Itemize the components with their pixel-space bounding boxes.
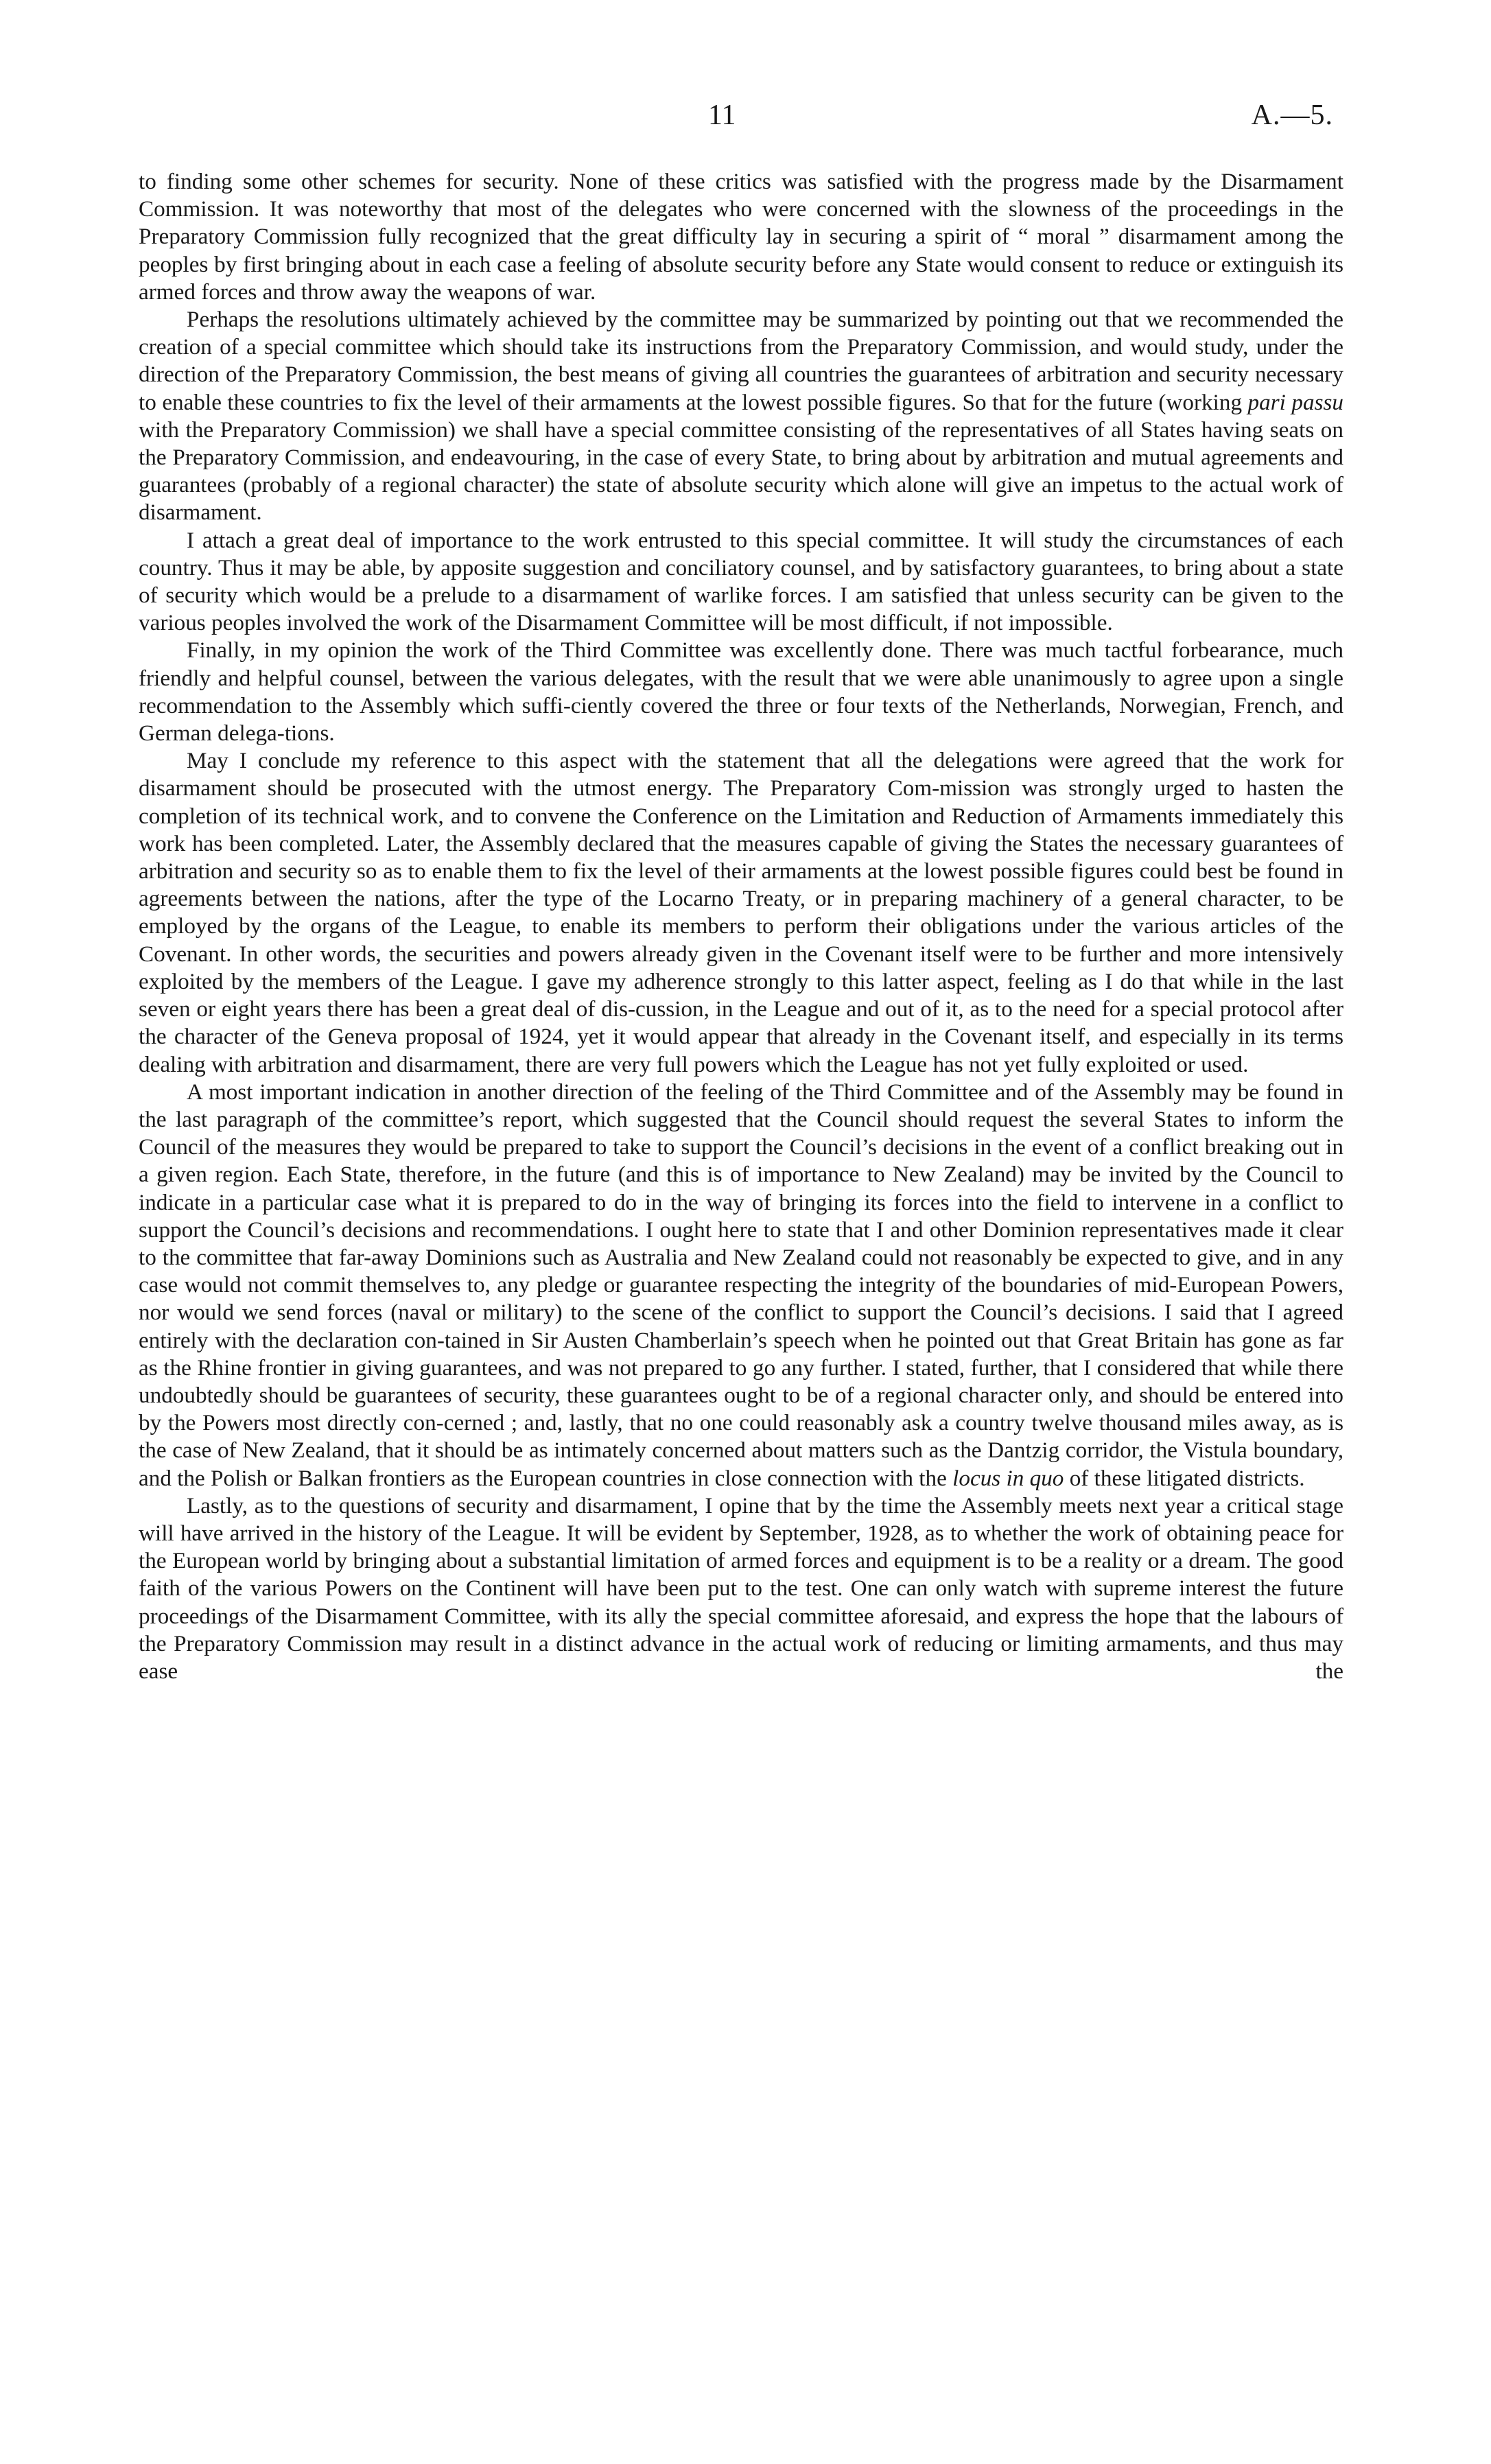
paragraph-text: A most important indication in another direction of the feeling of the Third Committee and of the Assembly may be found in the last paragraph of the committee’s report, which suggested that the Council should request the several States to inform the Council of the measures they would be prepared to take to support the Council’s decisions in the event of a conflict breaking out in a given region. Each State, therefore, in the future (and this is of importance to New Zealand) may be invited by the Council to indicate in a particular case what it is prepared to do in the way of bringing its forces into the field to intervene in a conflict to support the Council’s decisions and recommendations. I ought here to state that I and other Dominion representatives made it clear to the committee that far-away Dominions such as Australia and New Zealand could not reasonably be expected to give, and in any case would not commit themselves to, any pledge or guarantee respecting the integrity of the boundaries of mid-European Powers, nor would we send forces (naval or military) to the scene of the conflict to support the Council’s decisions. I said that I agreed entirely with the declaration con-tained in Sir Austen Chamberlain’s speech when he pointed out that Great Britain has gone as far as the Rhine frontier in giving guarantees, and was not prepared to go any further. I stated, further, that I considered that while there undoubtedly should be guarantees of security, these guarantees ought to be of a regional character only, and should be entered into by the Powers most directly con-cerned ; and, lastly, that no one could reasonably ask a country twelve thousand miles away, as is the case of New Zealand, that it should be as intimately concerned about matters such as the Dantzig corridor, the Vistula boundary, and the Polish or Balkan frontiers as the European countries in close connection with the	[139, 1079, 1343, 1491]
paragraph-text: to finding some other schemes for security. None of these critics was satisfied with the progress made by the Disarmament Commission. It was noteworthy that most of the delegates who were concerned with the slowness of the proceedings in the Preparatory Commission fully recognized that the great difficulty lay in securing a spirit of “ moral ” disarmament among the peoples by first bringing about in each case a feeling of absolute security before any State would consent to reduce or extinguish its armed forces and throw away the weapons of war.	[139, 169, 1343, 305]
paragraph-text: May I conclude my reference to this aspect with the statement that all the delegations were agreed that the work for disarmament should be prosecuted with the utmost energy. The Preparatory Com-mission was strongly urged to hasten the completion of its technical work, and to convene the Conference on the Limitation and Reduction of Armaments immediately this work has been completed. Later, the Assembly declared that the measures capable of giving the States the necessary guarantees of arbitration and security so as to enable them to fix the level of their armaments at the lowest possible figures could best be found in agreements between the nations, after the type of the Locarno Treaty, or in preparing machinery of a general character, to be employed by the organs of the League, to enable its members to perform their obligations under the various articles of the Covenant. In other words, the securities and powers already given in the Covenant itself were to be further and more intensively exploited by the members of the League. I gave my adherence strongly to this latter aspect, feeling as I do that while in the last seven or eight years there has been a great deal of dis-cussion, in the League and out of it, as to the need for a special protocol after the character of the Geneva proposal of 1924, yet it would appear that already in the Covenant itself, and especially in its terms dealing with arbitration and disarmament, there are very full powers which the League has not yet fully exploited or used.	[139, 748, 1343, 1077]
paragraph-special-committee	[139, 527, 1343, 637]
document-reference: A.—5.	[1251, 99, 1333, 131]
paragraph-regional-guarantees	[139, 1079, 1343, 1492]
paragraph-third-committee	[139, 637, 1343, 747]
paragraph-critical-stage	[139, 1492, 1343, 1685]
paragraph-text: Lastly, as to the questions of security and disarmament, I opine that by the time the Assembly meets next year a critical stage will have arrived in the history of the League. It will be evident by September, 1928, as to whether the work of obtaining peace for the European world by bringing about a substantial limitation of armed forces and equipment is to be a reality or a dream. The good faith of the various Powers on the Continent will have been put to the test. One can only watch with supreme interest the future proceedings of the Disarmament Committee, with its ally the special committee aforesaid, and express the hope that the labours of the Preparatory Commission may result in a distinct advance in the actual work of reducing or limiting armaments, and thus may ease the	[139, 1492, 1343, 1684]
page-header	[0, 95, 1491, 136]
page-number: 11	[708, 99, 736, 131]
paragraph-text: Perhaps the resolutions ultimately achieved by the committee may be summarized by pointing out that we recommended the creation of a special committee which should take its instructions from the Preparatory Commission, and would study, under the direction of the Preparatory Commission, the best means of giving all countries the guarantees of arbitration and security necessary to enable these countries to fix the level of their armaments at the lowest possible figures. So that for the future (working	[139, 307, 1343, 415]
italic-phrase: locus in quo	[952, 1465, 1064, 1491]
paragraph-disarmament-energy	[139, 747, 1343, 1078]
body-text	[139, 168, 1343, 1685]
paragraph-continuation	[139, 168, 1343, 306]
paragraph-text: I attach a great deal of importance to the work entrusted to this special committee. It will study the circumstances of each country. Thus it may be able, by apposite suggestion and conciliatory counsel, and by satisfactory guarantees, to bring about a state of security which would be a prelude to a disarmament of warlike forces. I am satisfied that unless security can be given to the various peoples involved the work of the Disarmament Committee will be most difficult, if not impossible.	[139, 527, 1343, 636]
paragraph-text: Finally, in my opinion the work of the Third Committee was excellently done. There was much tactful forbearance, much friendly and helpful counsel, between the various delegates, with the result that we were able unanimously to agree upon a single recommendation to the Assembly which suffi-ciently covered the three or four texts of the Netherlands, Norwegian, French, and German delega-tions.	[139, 637, 1343, 747]
paragraph-text: with the Preparatory Commission) we shall have a special committee consisting of the representatives of all States having seats on the Preparatory Commission, and endeavouring, in the case of every State, to bring about by arbitration and mutual agreements and guarantees (probably of a regional character) the state of absolute security which alone will give an impetus to the actual work of disarmament.	[139, 416, 1343, 526]
paragraph-resolutions	[139, 306, 1343, 527]
italic-phrase: pari passu	[1247, 389, 1343, 415]
paragraph-text: of these litigated districts.	[1064, 1465, 1305, 1491]
